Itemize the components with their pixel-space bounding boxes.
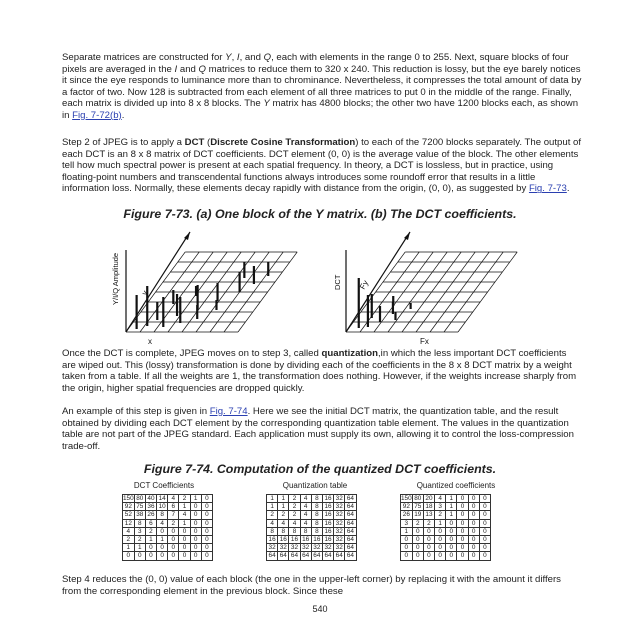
matrix-row	[401, 552, 491, 560]
right-axis-x-label: Fx	[420, 337, 429, 346]
matrix-cell: 4	[435, 495, 446, 503]
matrix-cell: 0	[446, 527, 457, 535]
matrix-cell: 8	[300, 527, 311, 535]
matrix-cell: 0	[201, 535, 212, 543]
matrix-cell: 64	[345, 519, 356, 527]
matrix-cell: 0	[190, 535, 201, 543]
matrix-cell: 16	[322, 495, 333, 503]
matrix-cell: 0	[468, 552, 479, 560]
matrix-cell: 0	[479, 519, 490, 527]
figure-7-73-title: Figure 7-73. (a) One block of the Y matrix. (b) The DCT coefficients.	[123, 207, 517, 221]
matrix-cell: 2	[412, 519, 423, 527]
matrix-cell: 32	[334, 527, 345, 535]
matrix-row	[123, 495, 213, 503]
matrix-cell: 6	[145, 519, 156, 527]
matrix-cell: 1	[267, 495, 278, 503]
paragraph-quantization: Once the DCT is complete, JPEG moves on to step 3, called quantization,in which the less important DCT coefficients are wiped out. This (lossy) transformation is done by dividing each of the coefficients in the 8 x 8 DCT matrix by a weight taken from a table. If all the weights are 1, the transformation does nothing. However, if the weights increase sharply from the origin, higher spatial frequencies are dropped quickly.	[62, 348, 577, 394]
matrix-row	[401, 544, 491, 552]
matrix-cell: 16	[322, 535, 333, 543]
matrix-cell: 64	[311, 552, 322, 560]
matrix-row	[267, 511, 357, 519]
matrix-cell: 0	[457, 503, 468, 511]
link-fig-7-73[interactable]: Fig. 7-73	[528, 183, 567, 195]
matrix-cell: 0	[446, 552, 457, 560]
matrix-cell: 0	[190, 503, 201, 511]
matrix-cell: 0	[168, 527, 179, 535]
matrix-cell: 0	[468, 495, 479, 503]
matrix-cell: 32	[334, 544, 345, 552]
matrix-row	[123, 527, 213, 535]
matrix-cell: 0	[179, 552, 190, 560]
matrix-cell: 2	[145, 527, 156, 535]
matrix-cell: 0	[457, 544, 468, 552]
matrix-cell: 0	[201, 544, 212, 552]
matrix-cell: 0	[479, 544, 490, 552]
matrix-cell: 2	[289, 495, 300, 503]
quantized-coefficients-matrix	[400, 494, 491, 561]
matrix-cell: 0	[435, 552, 446, 560]
matrix-cell: 0	[423, 552, 434, 560]
right-axis-y-label: Fy	[357, 278, 371, 291]
matrix-cell: 32	[300, 544, 311, 552]
matrix-cell: 1	[145, 535, 156, 543]
matrix-cell: 3	[435, 503, 446, 511]
matrix-cell: 75	[134, 503, 145, 511]
matrix-cell: 92	[401, 503, 413, 511]
matrix-cell: 64	[334, 552, 345, 560]
matrix-cell: 8	[134, 519, 145, 527]
page-number: 540	[312, 604, 328, 614]
matrix-cell: 0	[201, 511, 212, 519]
matrix-cell: 4	[289, 519, 300, 527]
matrix-cell: 32	[334, 519, 345, 527]
matrix-cell: 32	[322, 544, 333, 552]
matrix-cell: 16	[289, 535, 300, 543]
matrix-cell: 0	[457, 527, 468, 535]
matrix-cell: 32	[334, 535, 345, 543]
matrix-cell: 0	[412, 544, 423, 552]
matrix-cell: 32	[334, 495, 345, 503]
matrix-cell: 0	[190, 527, 201, 535]
matrix-cell: 16	[300, 535, 311, 543]
matrix-cell: 2	[267, 511, 278, 519]
matrix-row	[267, 535, 357, 543]
matrix-cell: 10	[157, 503, 168, 511]
matrix-cell: 4	[267, 519, 278, 527]
matrix-cell: 18	[423, 503, 434, 511]
matrix-cell: 0	[468, 519, 479, 527]
matrix-cell: 4	[168, 495, 179, 503]
quantization-table-caption: Quantization table	[282, 481, 348, 490]
matrix-cell: 12	[123, 519, 135, 527]
matrix-cell: 0	[479, 535, 490, 543]
matrix-cell: 0	[179, 544, 190, 552]
matrix-cell: 1	[267, 503, 278, 511]
matrix-cell: 19	[412, 511, 423, 519]
matrix-cell: 64	[345, 552, 356, 560]
dct-coefficients-matrix	[122, 494, 213, 561]
matrix-cell: 0	[201, 552, 212, 560]
matrix-cell: 1	[446, 511, 457, 519]
matrix-cell: 7	[168, 511, 179, 519]
matrix-cell: 16	[311, 535, 322, 543]
matrix-cell: 64	[345, 503, 356, 511]
matrix-cell: 8	[311, 503, 322, 511]
matrix-cell: 64	[300, 552, 311, 560]
matrix-cell: 26	[401, 511, 413, 519]
left-axis-x-label: x	[148, 337, 152, 346]
matrix-cell: 0	[435, 527, 446, 535]
matrix-cell: 4	[300, 495, 311, 503]
matrix-cell: 64	[289, 552, 300, 560]
matrix-cell: 1	[278, 495, 289, 503]
matrix-cell: 0	[457, 519, 468, 527]
matrix-cell: 20	[423, 495, 434, 503]
matrix-cell: 64	[345, 495, 356, 503]
matrix-cell: 32	[334, 511, 345, 519]
matrix-row	[401, 535, 491, 543]
matrix-cell: 32	[311, 544, 322, 552]
matrix-cell: 36	[145, 503, 156, 511]
quantization-table-matrix	[266, 494, 357, 561]
matrix-cell: 16	[267, 535, 278, 543]
plot-left-y-block	[126, 232, 297, 332]
matrix-cell: 0	[168, 535, 179, 543]
matrix-cell: 8	[289, 527, 300, 535]
matrix-row	[267, 495, 357, 503]
matrix-cell: 0	[157, 544, 168, 552]
matrix-cell: 16	[322, 511, 333, 519]
matrix-cell: 75	[412, 503, 423, 511]
matrix-cell: 0	[179, 535, 190, 543]
matrix-row	[123, 552, 213, 560]
matrix-cell: 0	[446, 544, 457, 552]
matrix-cell: 2	[435, 511, 446, 519]
matrix-cell: 40	[145, 495, 156, 503]
paragraph-matrices: Separate matrices are constructed for Y, I, and Q, each with elements in the range 0 to 255. Next, square blocks of four pixels are averaged in the I and Q matrices to reduce them to 320 x 240. This reduction is lossy, but the eye barely notices it since the eye responds to luminance more than to chrominance. Nevertheless, it compresses the total amount of data by a factor of two. Now 128 is subtracted from each element of all three matrices to put 0 in the middle of the range. Finally, each matrix is divided up into 8 x 8 blocks. The Y matrix has 4800 blocks; the other two have 1200 blocks each, as shown in Fig. 7-72(b).	[62, 52, 582, 121]
matrix-cell: 0	[157, 552, 168, 560]
matrix-cell: 38	[134, 511, 145, 519]
matrix-cell: 0	[157, 527, 168, 535]
matrix-cell: 8	[311, 495, 322, 503]
matrix-cell: 0	[457, 552, 468, 560]
matrix-cell: 92	[123, 503, 135, 511]
paragraph-step4: Step 4 reduces the (0, 0) value of each block (the one in the upper-left corner) by replacing it with the amount it differs from the corresponding element in the previous block. Since these	[62, 574, 561, 597]
link-fig-7-72b[interactable]: Fig. 7-72(b)	[72, 109, 122, 121]
matrix-cell: 0	[412, 552, 423, 560]
matrix-cell: 1	[190, 495, 201, 503]
matrix-cell: 64	[267, 552, 278, 560]
matrix-cell: 64	[278, 552, 289, 560]
matrix-cell: 64	[345, 544, 356, 552]
matrix-cell: 2	[278, 511, 289, 519]
matrix-cell: 3	[134, 527, 145, 535]
matrix-cell: 4	[123, 527, 135, 535]
matrix-cell: 8	[311, 511, 322, 519]
matrix-cell: 0	[190, 519, 201, 527]
matrix-cell: 0	[123, 552, 135, 560]
matrix-cell: 1	[179, 519, 190, 527]
matrix-cell: 0	[201, 503, 212, 511]
matrix-cell: 16	[278, 535, 289, 543]
matrix-row	[401, 519, 491, 527]
matrix-cell: 0	[468, 544, 479, 552]
matrix-cell: 0	[435, 535, 446, 543]
matrix-cell: 52	[123, 511, 135, 519]
figure-7-73-plots	[0, 222, 640, 347]
matrix-row	[401, 527, 491, 535]
matrix-row	[123, 519, 213, 527]
matrix-cell: 1	[123, 544, 135, 552]
matrix-cell: 2	[168, 519, 179, 527]
matrix-cell: 13	[423, 511, 434, 519]
matrix-cell: 1	[446, 503, 457, 511]
matrix-cell: 0	[479, 495, 490, 503]
paragraph-example: An example of this step is given in Fig. 7-74. Here we see the initial DCT matrix, the quantization table, and the result obtained by dividing each DCT element by the corresponding quantization table element. The values in the quantization table are not part of the JPEG standard. Each application must supply its own, allowing it to control the loss-compression trade-off.	[62, 406, 574, 452]
matrix-cell: 0	[468, 527, 479, 535]
matrix-cell: 32	[334, 503, 345, 511]
matrix-cell: 1	[278, 503, 289, 511]
figure-7-74-title: Figure 7-74. Computation of the quantized DCT coefficients.	[143, 462, 497, 476]
matrix-cell: 0	[468, 535, 479, 543]
left-axis-y-label: y	[139, 289, 150, 297]
matrix-cell: 32	[278, 544, 289, 552]
matrix-cell: 150	[123, 495, 134, 503]
matrix-cell: 0	[446, 519, 457, 527]
matrix-cell: 0	[468, 503, 479, 511]
matrix-cell: 0	[201, 495, 212, 503]
matrix-cell: 16	[322, 503, 333, 511]
matrix-cell: 8	[157, 511, 168, 519]
matrix-cell: 2	[134, 535, 145, 543]
matrix-cell: 0	[168, 544, 179, 552]
matrix-cell: 32	[289, 544, 300, 552]
matrix-cell: 4	[300, 511, 311, 519]
matrix-cell: 2	[123, 535, 135, 543]
matrix-cell: 0	[457, 535, 468, 543]
matrix-cell: 80	[134, 495, 145, 503]
matrix-cell: 0	[201, 527, 212, 535]
matrix-cell: 1	[134, 544, 145, 552]
matrix-row	[123, 544, 213, 552]
matrix-cell: 80	[412, 495, 423, 503]
matrix-row	[267, 519, 357, 527]
matrix-cell: 32	[267, 544, 278, 552]
matrix-cell: 64	[322, 552, 333, 560]
matrix-cell: 14	[157, 495, 168, 503]
matrix-cell: 0	[190, 511, 201, 519]
matrix-cell: 1	[179, 503, 190, 511]
matrix-cell: 16	[322, 527, 333, 535]
matrix-cell: 0	[468, 511, 479, 519]
matrix-cell: 0	[190, 544, 201, 552]
link-fig-7-74[interactable]: Fig. 7-74	[209, 406, 248, 417]
matrix-row	[267, 544, 357, 552]
matrix-row	[267, 503, 357, 511]
matrix-cell: 0	[423, 527, 434, 535]
right-ylabel: DCT	[333, 274, 342, 290]
matrix-cell: 1	[446, 495, 457, 503]
matrix-row	[401, 511, 491, 519]
matrix-cell: 3	[401, 519, 413, 527]
matrix-row	[123, 503, 213, 511]
matrix-cell: 0	[412, 535, 423, 543]
matrix-cell: 64	[345, 527, 356, 535]
matrix-cell: 8	[311, 527, 322, 535]
left-ylabel: Y/I/Q Amplitude	[111, 252, 120, 305]
matrix-cell: 0	[401, 544, 413, 552]
matrix-cell: 0	[201, 519, 212, 527]
matrix-cell: 2	[423, 519, 434, 527]
matrix-cell: 0	[479, 503, 490, 511]
matrix-cell: 0	[401, 552, 413, 560]
matrix-cell: 0	[423, 535, 434, 543]
matrix-cell: 8	[267, 527, 278, 535]
matrix-cell: 1	[401, 527, 413, 535]
matrix-cell: 0	[412, 527, 423, 535]
matrix-cell: 0	[190, 552, 201, 560]
quantized-coefficients-caption: Quantized coefficients	[416, 481, 496, 490]
matrix-cell: 0	[179, 527, 190, 535]
dct-coefficients-caption: DCT Coefficients	[133, 481, 195, 490]
matrix-cell: 2	[289, 503, 300, 511]
matrix-cell: 0	[457, 511, 468, 519]
matrix-cell: 0	[145, 552, 156, 560]
matrix-cell: 0	[423, 544, 434, 552]
matrix-cell: 2	[179, 495, 190, 503]
matrix-cell: 0	[401, 535, 413, 543]
paragraph-dct: Step 2 of JPEG is to apply a DCT (Discrete Cosine Transformation) to each of the 7200 blocks separately. The output of each DCT is an 8 x 8 matrix of DCT coefficients. DCT element (0, 0) is the average value of the block. The other elements tell how much spectral power is present at each spatial frequency. In theory, a DCT is lossless, but in practice, using floating-point numbers and transcendental functions always introduces some roundoff error that results in a little information loss. Normally, these elements decay rapidly with distance from the origin, (0, 0), as suggested by Fig. 7-73.	[62, 137, 582, 195]
matrix-row	[267, 527, 357, 535]
matrix-cell: 4	[157, 519, 168, 527]
matrix-cell: 2	[289, 511, 300, 519]
matrix-row	[401, 495, 491, 503]
matrix-cell: 64	[345, 535, 356, 543]
matrix-cell: 4	[300, 519, 311, 527]
matrix-row	[123, 535, 213, 543]
matrix-cell: 150	[401, 495, 412, 503]
matrix-cell: 1	[435, 519, 446, 527]
matrix-cell: 0	[168, 552, 179, 560]
matrix-cell: 0	[435, 544, 446, 552]
matrix-cell: 0	[145, 544, 156, 552]
matrix-row	[401, 503, 491, 511]
matrix-cell: 26	[145, 511, 156, 519]
matrix-cell: 4	[179, 511, 190, 519]
matrix-cell: 1	[157, 535, 168, 543]
matrix-cell: 16	[322, 519, 333, 527]
matrix-cell: 64	[345, 511, 356, 519]
matrix-cell: 4	[300, 503, 311, 511]
matrix-cell: 8	[311, 519, 322, 527]
matrix-cell: 0	[479, 527, 490, 535]
matrix-cell: 4	[278, 519, 289, 527]
matrix-row	[123, 511, 213, 519]
matrix-cell: 0	[457, 495, 468, 503]
matrix-cell: 0	[134, 552, 145, 560]
plot-right-dct	[346, 232, 517, 332]
matrix-cell: 0	[479, 552, 490, 560]
matrix-cell: 8	[278, 527, 289, 535]
matrix-row	[267, 552, 357, 560]
matrix-cell: 0	[446, 535, 457, 543]
matrix-cell: 6	[168, 503, 179, 511]
matrix-cell: 0	[479, 511, 490, 519]
